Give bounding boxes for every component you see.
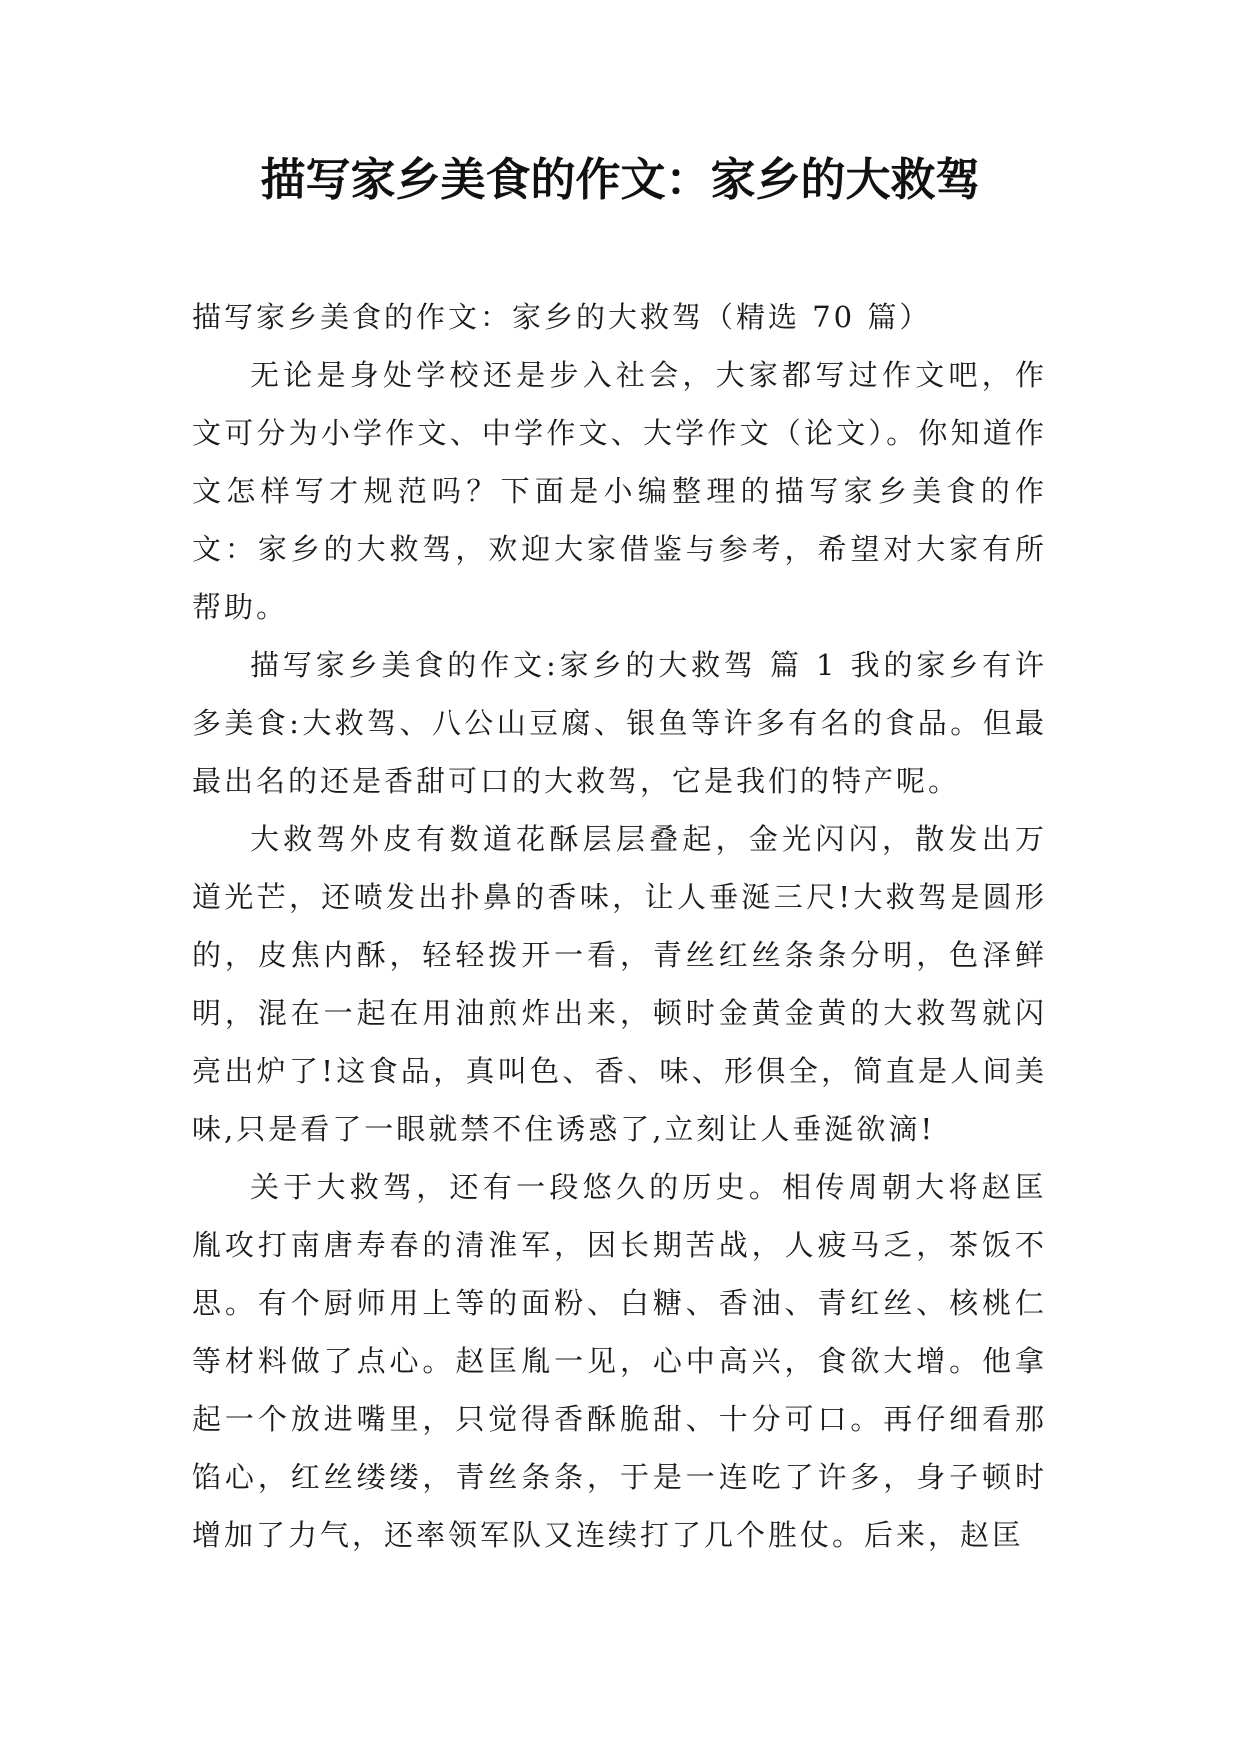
document-title: 描写家乡美食的作文：家乡的大救驾 — [260, 153, 981, 206]
document-body — [192, 288, 1047, 1564]
paragraph: 无论是身处学校还是步入社会，大家都写过作文吧，作文可分为小学作文、中学作文、大学作文（论文）。你知道作文怎样写才规范吗？下面是小编整理的描写家乡美食的作文：家乡的大救驾，欢迎大家借鉴与参考，希望对大家有所帮助。 — [192, 358, 1047, 624]
paragraph: 描写家乡美食的作文:家乡的大救驾 篇 1 我的家乡有许多美食:大救驾、八公山豆腐、银鱼等许多有名的食品。但最最出名的还是香甜可口的大救驾，它是我们的特产呢。 — [192, 648, 1047, 798]
document-subtitle: 描写家乡美食的作文：家乡的大救驾（精选 70 篇） — [192, 300, 932, 334]
paragraph: 关于大救驾，还有一段悠久的历史。相传周朝大将赵匡胤攻打南唐寿春的清淮军，因长期苦战，人疲马乏，茶饭不思。有个厨师用上等的面粉、白糖、香油、青红丝、核桃仁等材料做了点心。赵匡胤一见，心中高兴，食欲大增。他拿起一个放进嘴里，只觉得香酥脆甜、十分可口。再仔细看那馅心，红丝缕缕，青丝条条，于是一连吃了许多，身子顿时增加了力气，还率领军队又连续打了几个胜仗。后来，赵匡 — [192, 1170, 1047, 1552]
paragraph: 大救驾外皮有数道花酥层层叠起，金光闪闪，散发出万道光芒，还喷发出扑鼻的香味，让人垂涎三尺!大救驾是圆形的，皮焦内酥，轻轻拨开一看，青丝红丝条条分明，色泽鲜明，混在一起在用油煎炸出来，顿时金黄金黄的大救驾就闪亮出炉了!这食品，真叫色、香、味、形俱全，简直是人间美味,只是看了一眼就禁不住诱惑了,立刻让人垂涎欲滴! — [192, 822, 1047, 1146]
